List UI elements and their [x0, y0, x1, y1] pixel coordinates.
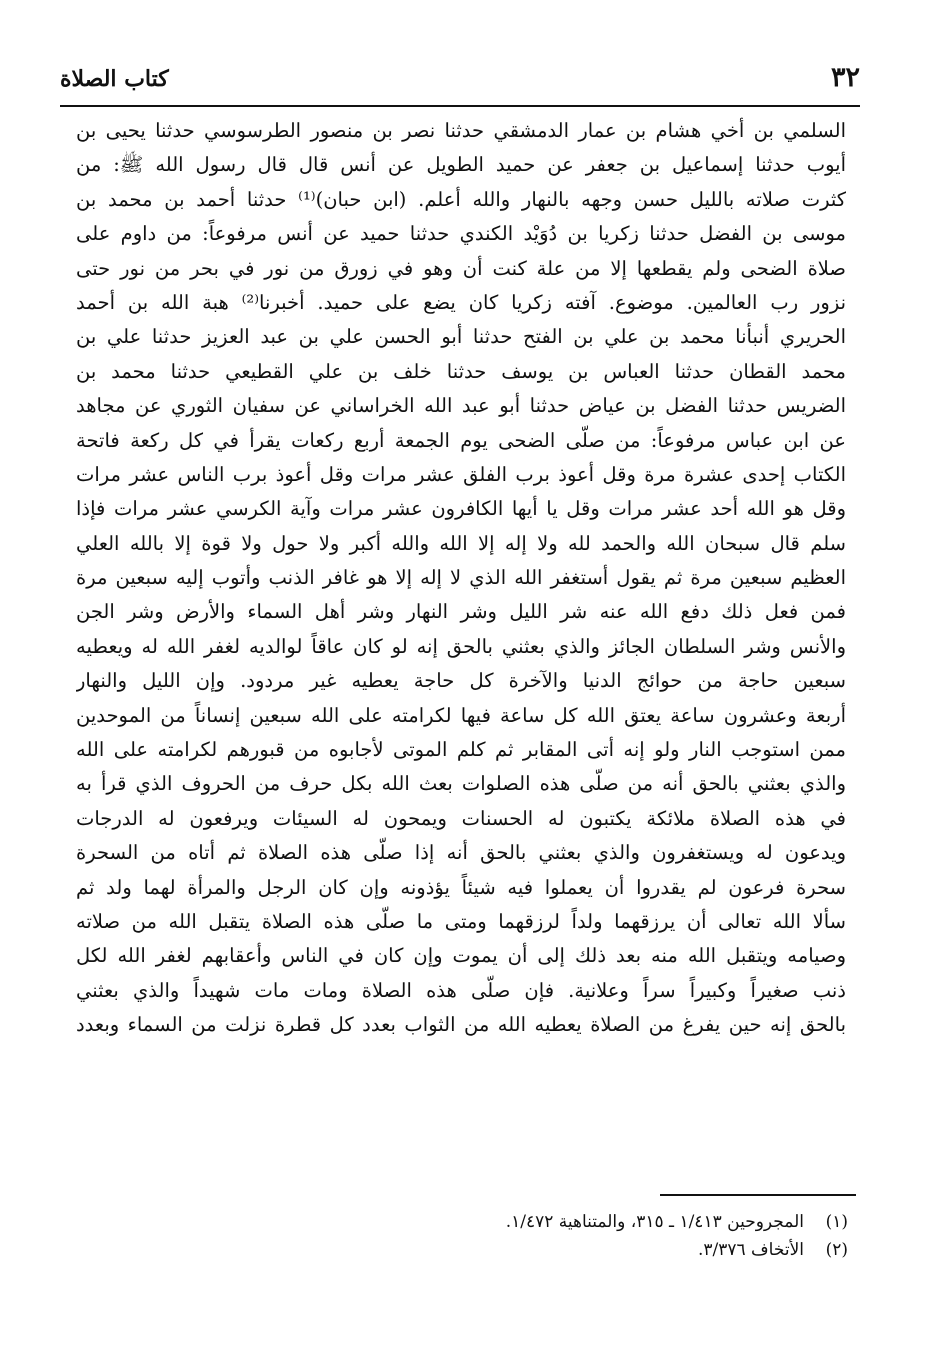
running-header: [60, 56, 860, 102]
body-line: في هذه الصلاة ملائكة يكتبون له الحسنات ويمحون له السيئات ويرفعون له الدرجات: [76, 806, 846, 830]
body-line: بالحق إنه حين يفرغ من الصلاة يعطيه الله من الثواب بعدد كل قطرة نزلت من السماء وبعدد: [76, 1013, 846, 1037]
body-line: سبعين حاجة من حوائج الدنيا والآخرة كل حاجة يعطيه غير مردود. وإن الليل والنهار: [76, 669, 846, 693]
body-line: الحريري أنبأنا محمد بن علي بن الفتح حدثنا أبو الحسن علي بن عبد العزيز حدثنا علي بن: [76, 325, 846, 349]
header-rule: [60, 105, 860, 107]
body-text: [76, 114, 846, 1043]
footnote-rule: [660, 1194, 856, 1196]
body-line: سحرة فرعون لم يقدروا أن يعملوا فيه شيئاً يؤذونه وإن كان الرجل والمرأة لهما ولد ثم: [76, 875, 846, 899]
body-line: ذنب صغيراً وكبيراً سراً وعلانية. فإن صلّى هذه الصلاة ومات مات شهيداً والذي بعثني: [76, 978, 846, 1002]
footnote-marker: (١): [825, 1212, 848, 1232]
body-line: محمد القطان حدثنا العباس بن يوسف حدثنا خلف بن علي القطيعي حدثنا محمد بن: [76, 359, 846, 383]
body-line: ويدعون له ويستغفرون والذي بعثني بالحق أنه إذا صلّى هذه الصلاة ثم أتاه من السحرة: [76, 841, 846, 865]
body-line: أربعة وعشرون ساعة يعتق الله كل ساعة فيها لكرامته على الله سبعين إنساناً من الموحدين: [76, 703, 846, 727]
body-line: صلاة الضحى ولم يقطعها إلا من علة كنت أن وهو في زورق من نور في بحر من نور حتى: [76, 256, 846, 280]
body-line: الضريس حدثنا الفضل بن عياض حدثنا أبو عبد الله الخراساني عن سفيان الثوري عن مجاهد: [76, 394, 846, 418]
body-line: وصيامه ويتقبل الله منه بعد ذلك إلى أن يموت وإن كان في الناس وأعقابهم لغفر الله لكل: [76, 944, 846, 968]
body-line: والأنس وشر السلطان الجائز والذي بعثني بالحق إنه لو كان عاقاً لوالديه لغفر الله له ويعطيه: [76, 634, 846, 658]
body-line: فمن فعل ذلك دفع الله عنه شر الليل وشر النهار وشر أهل السماء والأرض وشر الجن: [76, 600, 846, 624]
footnote-text: المجروحين ١/٤١٣ ـ ٣١٥، والمتناهية ١/٤٧٢.: [505, 1212, 804, 1232]
footnote-text: الأتخاف ٣/٣٧٦.: [697, 1240, 804, 1260]
body-line: ممن استوجب النار ولو إنه أتى المقابر ثم كلم الموتى لأجابوه من قبورهم لكرامته على الله: [76, 738, 846, 762]
body-line: السلمي بن أخي هشام بن عمار الدمشقي حدثنا نصر بن منصور الطرسوسي حدثنا يحيى بن: [76, 119, 846, 142]
body-line: كثرت صلاته بالليل حسن وجهه بالنهار والله أعلم. (ابن حبان)⁽¹⁾ حدثنا أحمد بن محمد بن: [76, 187, 846, 211]
footnote: [300, 1208, 848, 1236]
body-line: موسى بن الفضل حدثنا زكريا بن دُوَيْد الكندي حدثنا حميد عن أنس مرفوعاً: من داوم على: [76, 222, 846, 246]
body-line: عن ابن عباس مرفوعاً: من صلّى الضحى يوم الجمعة أربع ركعات يقرأ في كل ركعة فاتحة: [76, 428, 846, 452]
footnotes: [300, 1208, 848, 1264]
footnote-marker: (٢): [825, 1240, 848, 1260]
body-line: سلم قال سبحان الله والحمد لله ولا إله إلا الله والله أكبر ولا حول ولا قوة إلا بالله العلي: [76, 531, 846, 555]
page-number: ٣٢: [830, 62, 860, 93]
body-line: والذي بعثني بالحق أنه من صلّى هذه الصلوات بعث الله بكل حرف من الحروف الذي قرأ به: [76, 772, 846, 796]
body-line: سألا الله تعالى أن يرزقهما ولداً لرزقهما ومتى ما صلّى هذه الصلاة يتقبل الله من صلاته: [76, 909, 846, 933]
body-line: وقل هو الله أحد عشر مرات وقل يا أيها الكافرون عشر مرات وآية الكرسي عشر مرات فإذا: [76, 497, 846, 521]
body-line: نزور رب العالمين. موضوع. آفته زكريا كان يضع على حميد. أخبرنا⁽²⁾ هبة الله بن أحمد: [76, 290, 846, 314]
footnote: [300, 1236, 848, 1264]
body-line: الكتاب إحدى عشرة مرة وقل أعوذ برب الفلق عشر مرات وقل أعوذ برب الناس عشر مرات: [76, 462, 846, 486]
body-line: أيوب حدثنا إسماعيل بن جعفر عن حميد الطويل عن أنس قال قال رسول الله ﷺ: من: [76, 153, 846, 177]
body-line: العظيم سبعين مرة ثم يقول أستغفر الله الذي لا إله إلا هو غافر الذنب وأتوب إليه سبعين مرة: [76, 566, 846, 590]
chapter-title: كتاب الصلاة: [60, 66, 169, 92]
